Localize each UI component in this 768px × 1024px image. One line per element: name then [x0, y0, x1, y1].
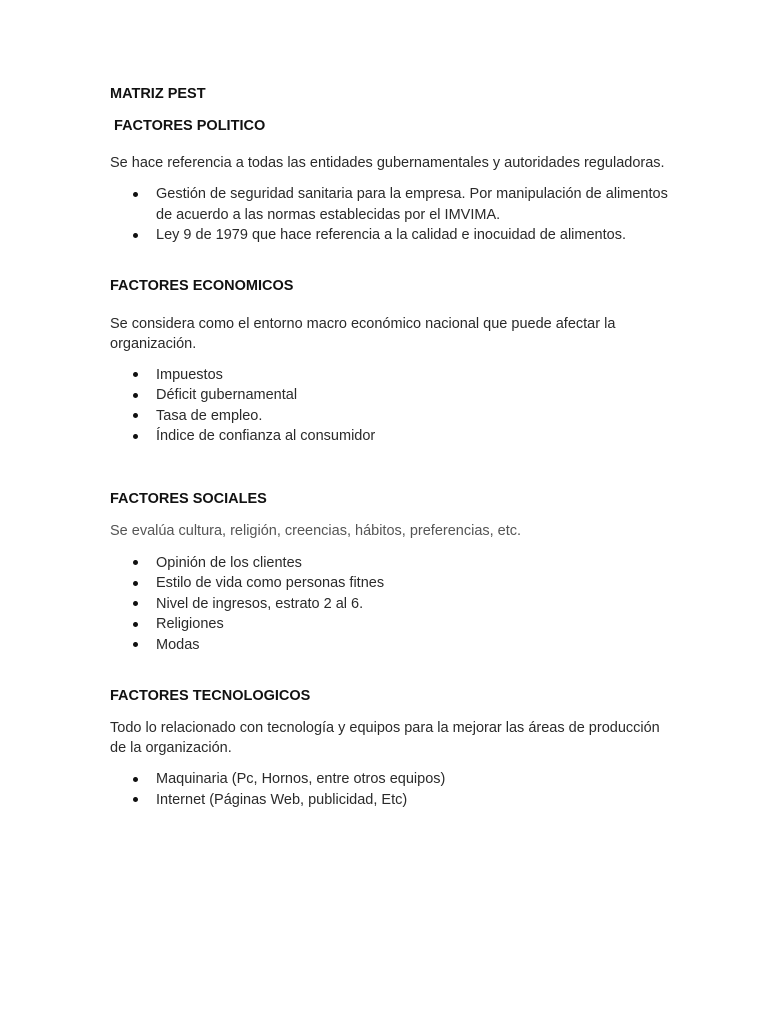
- list-item: [110, 635, 670, 656]
- section-paragraph: Se considera como el entorno macro económico nacional que puede afectar la organización.: [110, 315, 616, 352]
- list-item: [110, 790, 670, 811]
- section-heading: FACTORES SOCIALES: [110, 490, 267, 507]
- list-item-text: Ley 9 de 1979 que hace referencia a la calidad e inocuidad de alimentos.: [156, 227, 626, 243]
- bullet-list: [110, 365, 670, 447]
- section-heading: FACTORES ECONOMICOS: [110, 277, 294, 294]
- bullet-icon: [133, 581, 138, 586]
- bullet-icon: [133, 601, 138, 606]
- bullet-icon: [133, 192, 138, 197]
- bullet-icon: [133, 413, 138, 418]
- bullet-icon: [133, 434, 138, 439]
- list-item: [110, 614, 670, 635]
- section-paragraph: Se evalúa cultura, religión, creencias, hábitos, preferencias, etc.: [110, 522, 522, 539]
- bullet-icon: [133, 560, 138, 565]
- list-item-text: Nivel de ingresos, estrato 2 al 6.: [156, 595, 364, 612]
- section-heading: FACTORES TECNOLOGICOS: [110, 688, 311, 704]
- list-item: [110, 225, 670, 246]
- list-item: [110, 365, 670, 386]
- list-item: [110, 184, 670, 225]
- list-item-text: Gestión de seguridad sanitaria para la empresa. Por manipulación de alimentos de acuerdo a las normas establecidas por el IMVIMA.: [156, 186, 668, 223]
- bullet-icon: [133, 393, 138, 398]
- list-item-text: Tasa de empleo.: [156, 407, 263, 424]
- list-item-text: Religiones: [156, 616, 224, 632]
- bullet-icon: [133, 642, 138, 647]
- list-item-text: Opinión de los clientes: [156, 554, 302, 571]
- list-item-text: Impuestos: [156, 366, 223, 383]
- document-title: MATRIZ PEST: [110, 86, 206, 102]
- list-item: [110, 426, 670, 447]
- bullet-icon: [133, 622, 138, 627]
- list-item-text: Internet (Páginas Web, publicidad, Etc): [156, 791, 408, 808]
- list-item: [110, 406, 670, 427]
- list-item-text: Estilo de vida como personas fitnes: [156, 575, 385, 591]
- section-heading: FACTORES POLITICO: [110, 118, 266, 134]
- section-tecnologicos: [110, 686, 670, 810]
- bullet-list: [110, 769, 670, 810]
- list-item-text: Modas: [156, 636, 200, 653]
- list-item-text: Déficit gubernamental: [156, 387, 298, 403]
- list-item: [110, 769, 670, 790]
- section-economicos: [110, 276, 670, 447]
- section-politico: [110, 116, 670, 246]
- bullet-list: [110, 184, 670, 246]
- list-item: [110, 573, 670, 594]
- bullet-icon: [133, 372, 138, 377]
- bullet-icon: [133, 777, 138, 782]
- list-item-text: Maquinaria (Pc, Hornos, entre otros equipos): [156, 771, 446, 787]
- list-item: [110, 553, 670, 574]
- document-body: [110, 84, 670, 810]
- section-sociales: [110, 489, 670, 656]
- list-item: [110, 385, 670, 406]
- list-item-text: Índice de confianza al consumidor: [156, 428, 376, 444]
- section-paragraph: Se hace referencia a todas las entidades gubernamentales y autoridades reguladoras.: [110, 155, 665, 171]
- bullet-icon: [133, 233, 138, 238]
- bullet-icon: [133, 797, 138, 802]
- section-paragraph: Todo lo relacionado con tecnología y equipos para la mejorar las áreas de producción de la organización.: [110, 720, 660, 756]
- bullet-list: [110, 553, 670, 656]
- list-item: [110, 594, 670, 615]
